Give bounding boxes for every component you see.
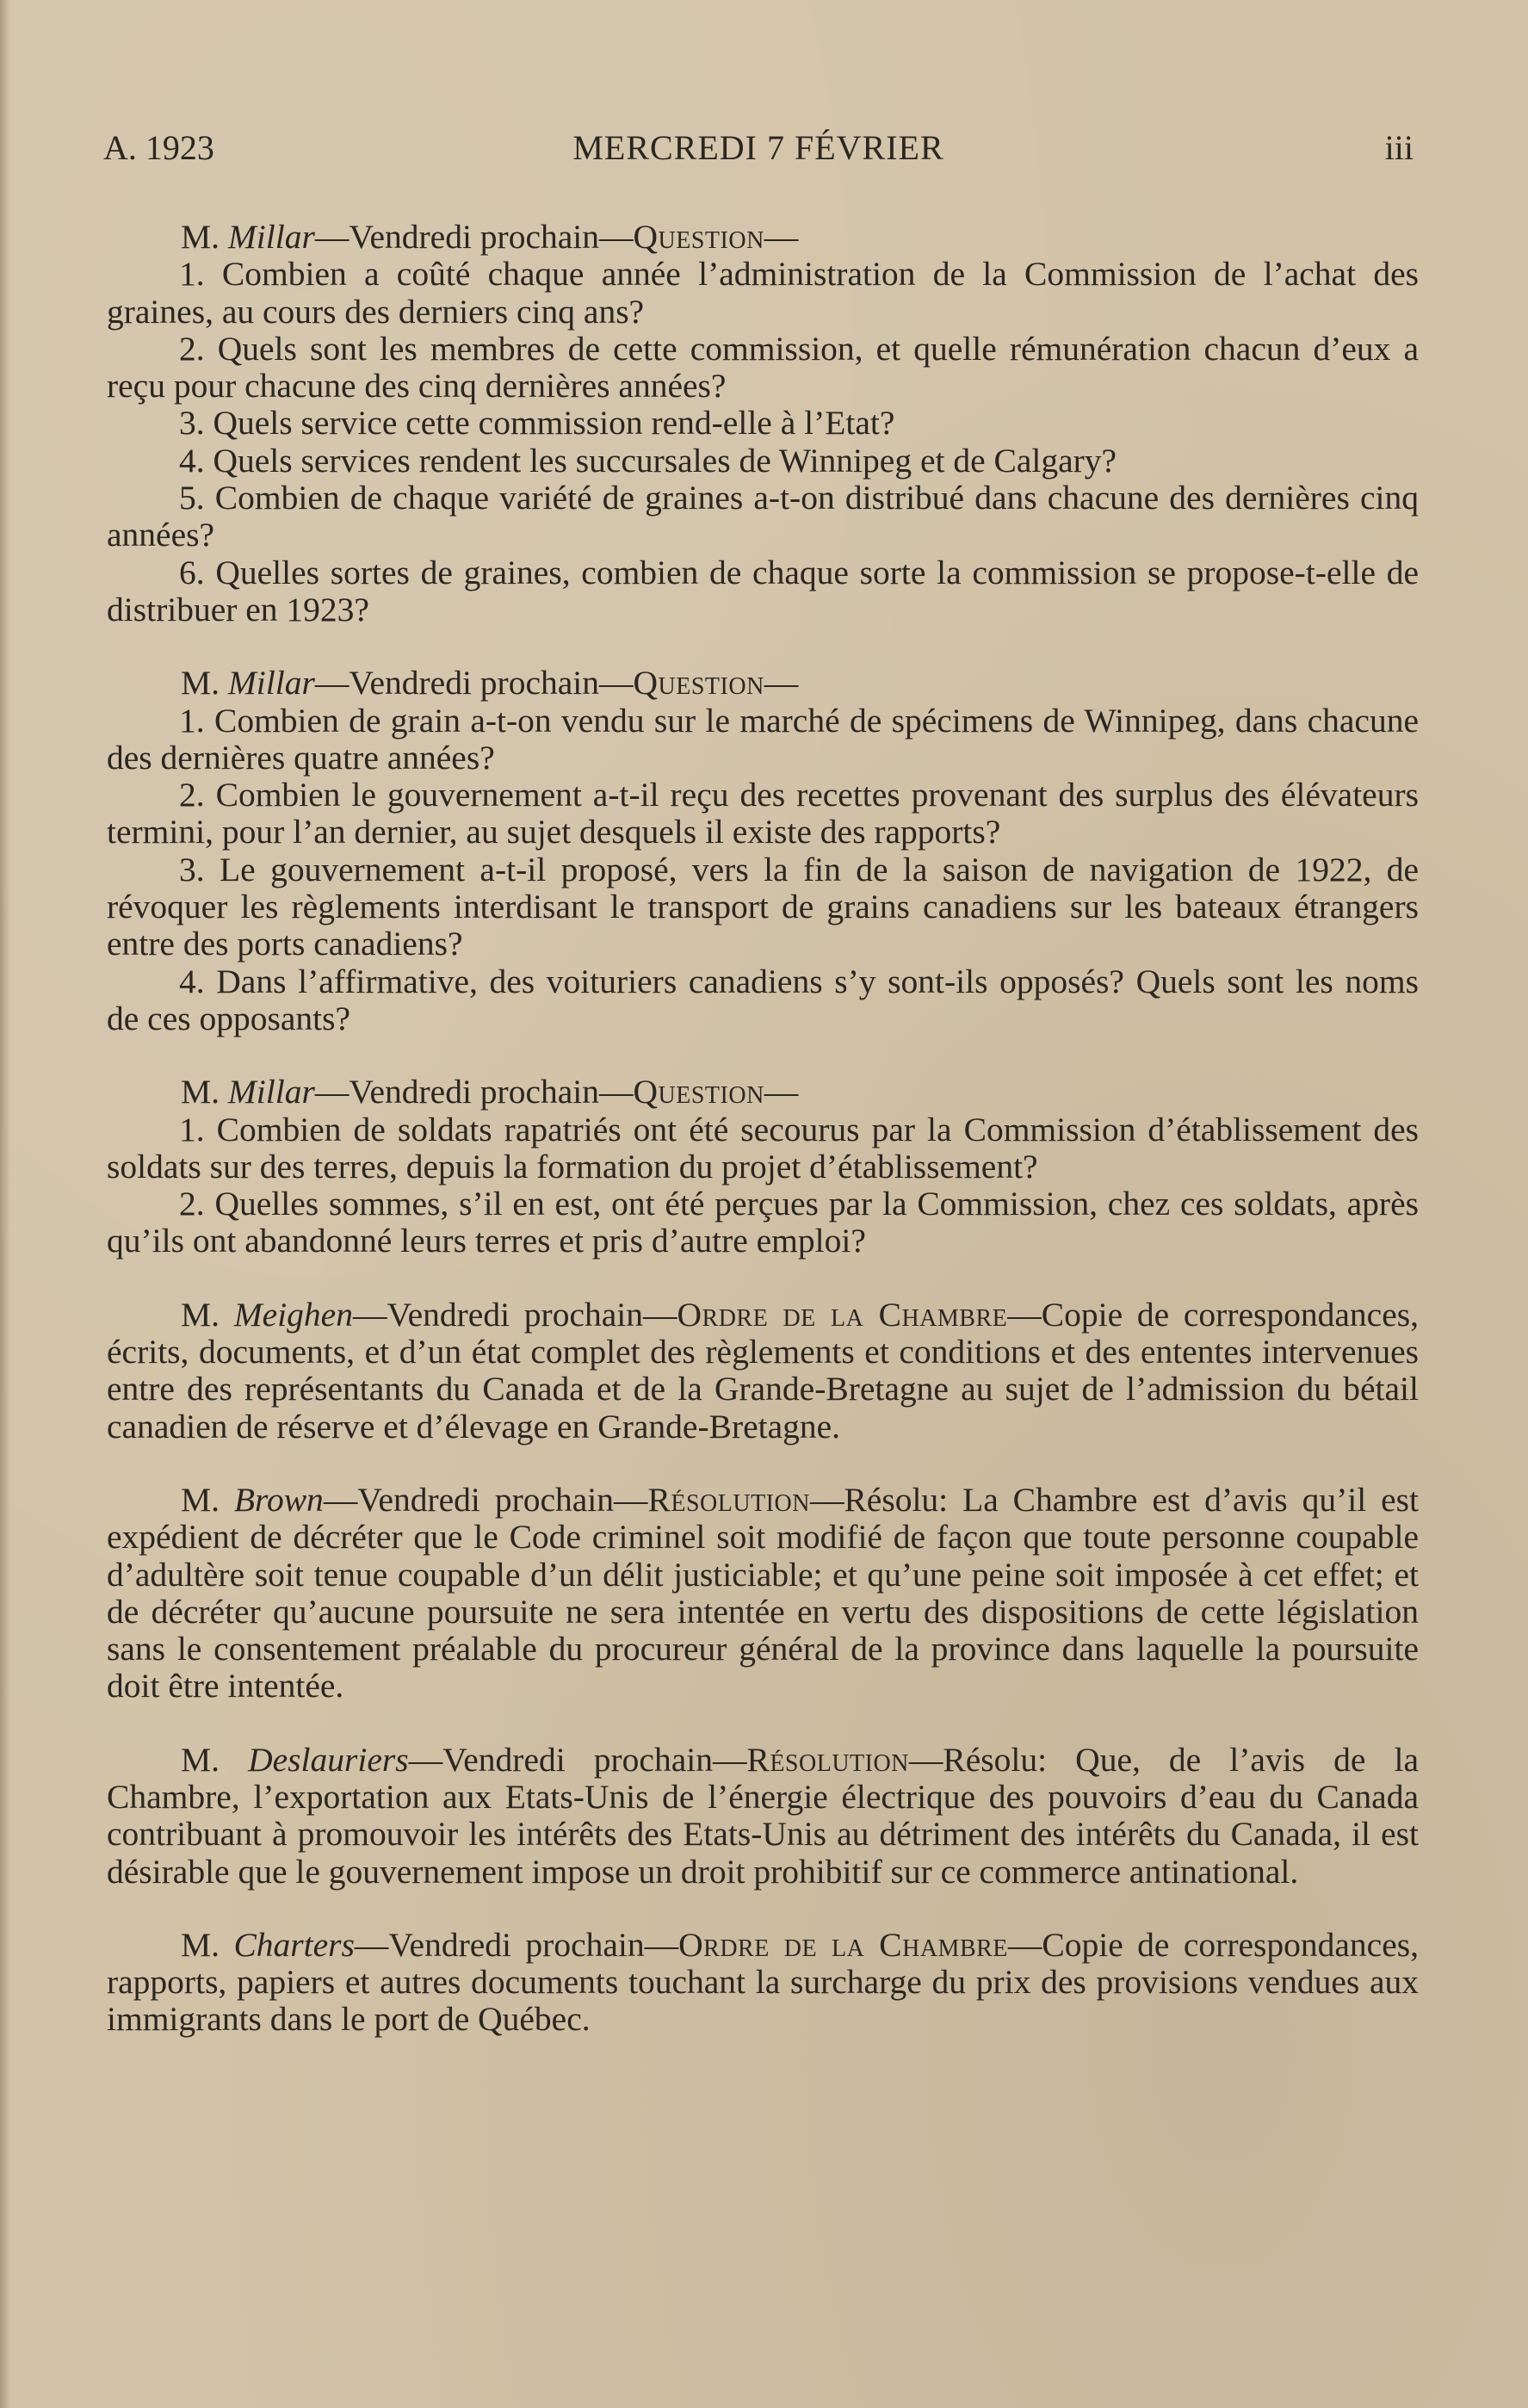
notice-kind: Question (633, 664, 764, 703)
notice-heading (107, 219, 1419, 256)
notice-tail: —Résolu: La Chambre est d’avis qu’il est expédient de décréter que le Code criminel soit modifié de façon que toute personne coupable d’adultère soit tenue coupable d’un délit justiciable; et qu’une peine soit imposée à cet effet; et de décréter qu’aucune poursuite ne sera intentée en vertu des dispositions de cette législation sans le consentement préalable du procureur général de la province dans laquelle la poursuite doit être intentée. (107, 1480, 1419, 1705)
notice-tail: — (764, 1073, 799, 1111)
notice-kind: Ordre de la Chambre (678, 1925, 1008, 1964)
header-page-number: iii (1384, 128, 1414, 167)
question-item: 1. Combien de soldats rapatriés ont été secourus par la Commission d’établissement des soldats sur des terres, depuis la formation du projet d’établissement? (107, 1110, 1419, 1185)
question-item: 2. Combien le gouvernement a-t-il reçu des recettes provenant des surplus des élévateurs termini, pour l’an dernier, au sujet desquels il existe des rapports? (107, 776, 1419, 851)
member-prefix: M. (181, 218, 228, 256)
question-item: 4. Quels services rendent les succursales de Winnipeg et de Calgary? (179, 441, 1117, 480)
notice-when: —Vendredi prochain— (408, 1740, 747, 1779)
member-name: Meighen (233, 1295, 353, 1334)
notice-kind: Question (633, 218, 764, 256)
notice-entry (107, 1297, 1419, 1445)
notice-when: —Vendredi prochain— (352, 1295, 677, 1334)
question-item: 2. Quels sont les membres de cette commission, et quelle rémunération chacun d’eux a reçu pour chacune des cinq dernières années? (107, 329, 1419, 405)
notice-heading (107, 1074, 1419, 1111)
notice-paragraph (107, 1297, 1419, 1445)
member-prefix: M. (181, 1480, 234, 1519)
member-name: Millar (227, 218, 315, 256)
member-name: Millar (227, 1073, 315, 1111)
notice-when: —Vendredi prochain— (314, 218, 634, 256)
notice-paragraph (107, 1482, 1419, 1705)
question-item: 1. Combien de grain a-t-on vendu sur le marché de spécimens de Winnipeg, dans chacune des dernières quatre années? (107, 701, 1419, 777)
question-item: 6. Quelles sortes de graines, combien de chaque sorte la commission se propose-t-elle de distribuer en 1923? (107, 553, 1419, 628)
notice-paragraph (107, 1927, 1419, 2039)
notice-when: —Vendredi prochain— (314, 664, 634, 703)
notice-when: —Vendredi prochain— (314, 1073, 634, 1111)
notice-kind: Résolution (647, 1480, 810, 1519)
notice-entry (107, 1927, 1419, 2039)
notice-tail: —Copie de correspondances, rapports, papiers et autres documents touchant la surcharge du prix des provisions vendues aux immigrants dans le port de Québec. (107, 1925, 1419, 2039)
page-edge-shadow (0, 0, 10, 2408)
member-prefix: M. (181, 1295, 234, 1334)
notice-entry (107, 1482, 1419, 1705)
question-item: 5. Combien de chaque variété de graines a-t-on distribué dans chacune des dernières cinq années? (107, 479, 1419, 554)
notice-entry (107, 219, 1419, 628)
member-name: Deslauriers (248, 1740, 409, 1779)
question-item: 1. Combien a coûté chaque année l’administration de la Commission de l’achat des graines, au cours des derniers cinq ans? (107, 255, 1419, 331)
member-prefix: M. (181, 1073, 228, 1111)
member-name: Charters (233, 1925, 355, 1964)
question-item: 4. Dans l’affirmative, des voituriers canadiens s’y sont-ils opposés? Quels sont les noms de ces opposants? (107, 962, 1419, 1037)
member-prefix: M. (181, 1925, 234, 1964)
question-item: 3. Quels service cette commission rend-elle à l’Etat? (179, 404, 895, 443)
notice-list (107, 219, 1419, 2075)
notice-kind: Question (633, 1073, 764, 1111)
notice-when: —Vendredi prochain— (354, 1925, 679, 1964)
notice-kind: Résolution (746, 1740, 909, 1779)
member-name: Millar (227, 664, 315, 703)
question-item: 3. Le gouvernement a-t-il proposé, vers la fin de la saison de navigation de 1922, de révoquer les règlements interdisant le transport de grains canadiens sur les bateaux étrangers entre des ports canadiens? (107, 850, 1419, 963)
notice-heading (107, 665, 1419, 702)
member-name: Brown (233, 1480, 324, 1519)
notice-tail: —Copie de correspondances, écrits, documents, et d’un état complet des règlements et conditions et des ententes intervenues entre des représentants du Canada et de la Grande-Bretagne au sujet de l’admission du bétail canadien de réserve et d’élevage en Grande-Bretagne. (107, 1295, 1419, 1445)
member-prefix: M. (181, 664, 228, 703)
notice-when: —Vendredi prochain— (323, 1480, 648, 1519)
header-year: A. 1923 (103, 128, 214, 167)
notice-paragraph (107, 1742, 1419, 1891)
notice-kind: Ordre de la Chambre (677, 1295, 1008, 1334)
notice-entry (107, 1074, 1419, 1260)
notice-tail: —Résolu: Que, de l’avis de la Chambre, l’exportation aux Etats-Unis de l’énergie électrique des pouvoirs d’eau du Canada contribuant à promouvoir les intérêts des Etats-Unis au détriment des intérêts du Canada, il est désirable que le gouvernement impose un droit prohibitif sur ce commerce antinational. (107, 1740, 1419, 1891)
page-header (103, 122, 1414, 174)
notice-entry (107, 665, 1419, 1037)
member-prefix: M. (181, 1740, 249, 1779)
notice-tail: — (764, 218, 799, 256)
notice-tail: — (764, 664, 799, 703)
question-item: 2. Quelles sommes, s’il en est, ont été perçues par la Commission, chez ces soldats, après qu’ils ont abandonné leurs terres et pris d’autre emploi? (107, 1185, 1419, 1260)
header-date: MERCREDI 7 FÉVRIER (572, 128, 944, 167)
notice-entry (107, 1742, 1419, 1891)
